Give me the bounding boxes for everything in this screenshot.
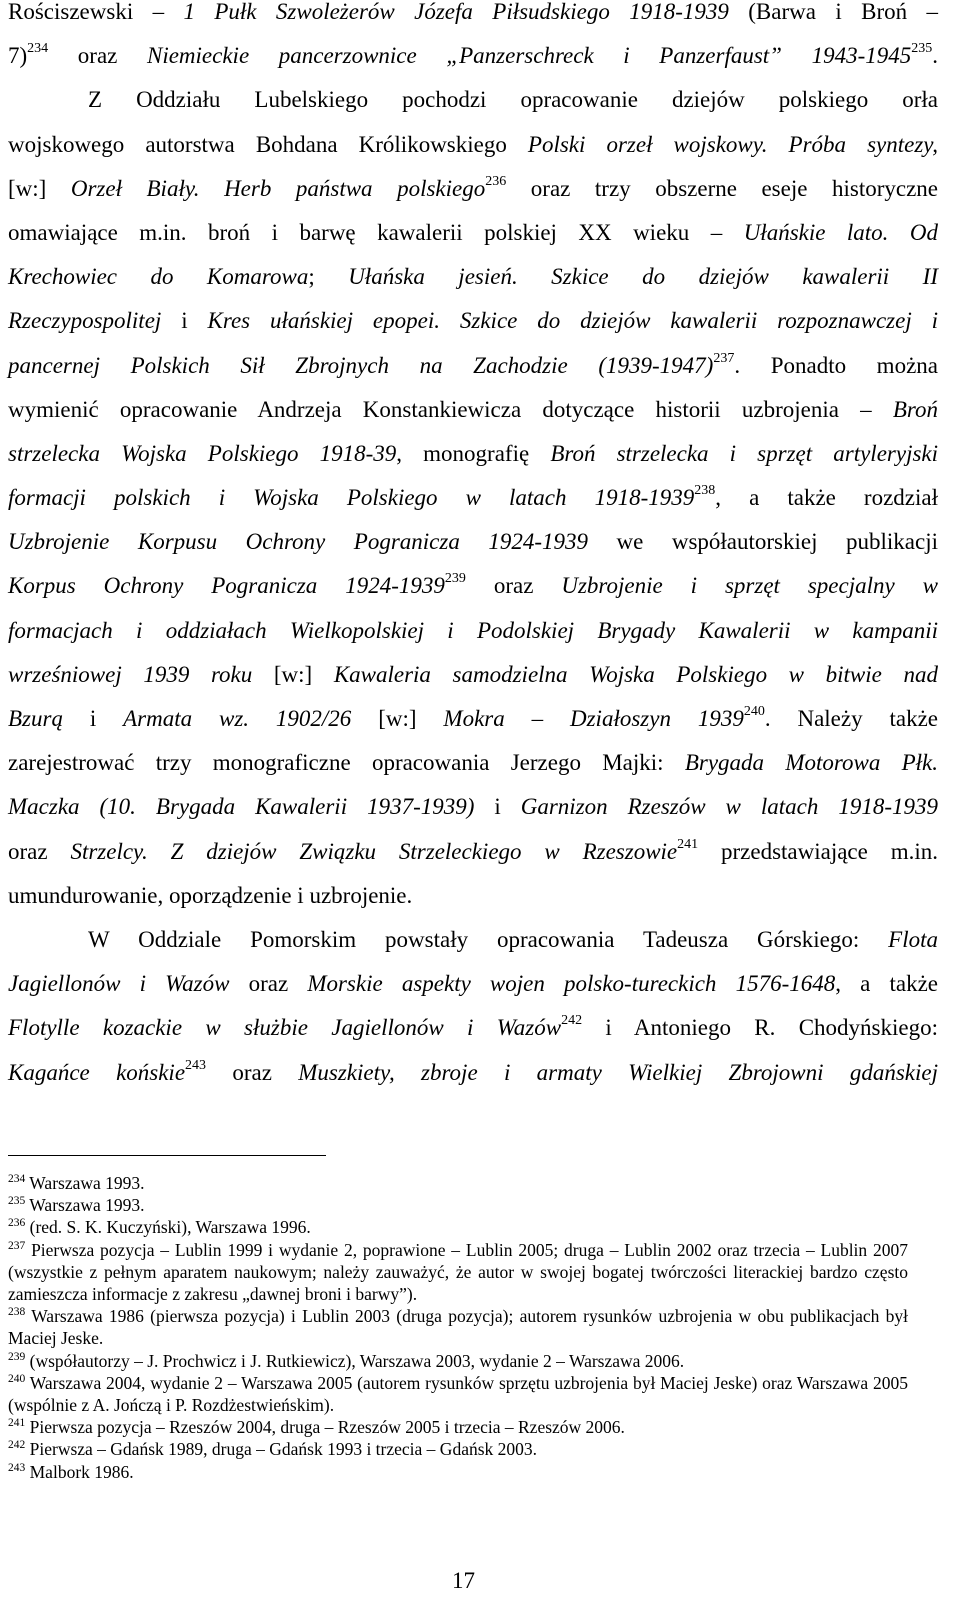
text-run: zarejestrować trzy monograficzne opracowania Jerzego Majki: — [8, 750, 685, 776]
text-line — [8, 830, 938, 874]
footnote-reference: 238 — [694, 483, 716, 499]
text-line — [8, 1006, 938, 1050]
text-run: omawiające m.in. broń i barwę kawalerii polskiej XX wieku – — [8, 219, 744, 245]
text-line — [8, 34, 938, 78]
text-run: oraz — [48, 43, 147, 69]
text-line — [8, 123, 938, 167]
italic-text: Ułańska jesień. Szkice do dziejów kawalerii II — [348, 264, 938, 290]
italic-text: Jagiellonów i Wazów — [8, 971, 230, 997]
footnote-reference: 236 — [8, 1217, 26, 1230]
italic-text: Bzurą — [8, 706, 63, 731]
footnote-reference: 239 — [444, 571, 466, 587]
footnote-reference: 239 — [8, 1350, 26, 1363]
text-line — [8, 918, 938, 962]
footnotes — [8, 1172, 908, 1483]
italic-text: 1 Pułk Szwoleżerów Józefa Piłsudskiego 1918-1939 — [183, 0, 729, 24]
italic-text: Krechowiec do Komarowa — [8, 264, 309, 290]
text-run: (red. S. K. Kuczyński), Warszawa 1996. — [25, 1217, 311, 1238]
italic-text: Flota — [888, 926, 938, 952]
text-run: [w:] — [351, 706, 444, 731]
italic-text: wrześniowej 1939 roku — [8, 661, 253, 687]
footnote — [8, 1416, 908, 1438]
footnote-reference: 234 — [27, 41, 49, 57]
text-line — [8, 741, 938, 785]
footnote-separator — [8, 1155, 326, 1156]
italic-text: Broń strzelecka i sprzęt artyleryjski — [550, 440, 939, 466]
italic-text: Kawaleria samodzielna Wojska Polskiego w bitwie nad — [333, 661, 938, 687]
footnote — [8, 1172, 908, 1194]
footnote-reference: 242 — [561, 1013, 583, 1029]
text-line — [8, 344, 938, 388]
footnote-reference: 238 — [8, 1306, 26, 1319]
text-run: Pierwsza pozycja – Rzeszów 2004, druga – Rzeszów 2005 i trzecia – Rzeszów 2006. — [25, 1417, 625, 1438]
footnote-reference: 235 — [8, 1195, 26, 1208]
text-run: Pierwsza – Gdańsk 1989, druga – Gdańsk 1993 i trzecia – Gdańsk 2003. — [25, 1439, 538, 1460]
text-line — [8, 520, 938, 564]
text-run: 7) — [8, 43, 28, 69]
footnote — [8, 1350, 908, 1372]
italic-text: formacjach i oddziałach Wielkopolskiej i Podolskiej Brygady Kawalerii w kampanii — [8, 617, 938, 643]
italic-text: Kagańce końskie — [8, 1059, 186, 1085]
text-run: oraz trzy obszerne eseje historyczne — [506, 175, 938, 201]
footnote-reference: 237 — [713, 350, 735, 366]
text-run: [w:] — [8, 175, 71, 201]
footnote-reference: 240 — [8, 1372, 26, 1385]
italic-text: Maczka (10. Brygada Kawalerii 1937-1939) — [8, 794, 475, 820]
page-number: 17 — [452, 1568, 475, 1593]
text-run: Z Oddziału Lubelskiego pochodzi opracowanie dziejów polskiego orła — [88, 87, 938, 113]
text-run: (Barwa i Broń – — [728, 0, 938, 24]
text-line — [8, 476, 938, 520]
text-line — [8, 653, 938, 697]
footnote-reference: 243 — [8, 1461, 26, 1474]
text-line — [8, 0, 938, 34]
text-line — [8, 962, 938, 1006]
footnote-reference: 240 — [743, 704, 765, 719]
footnote-reference: 236 — [485, 173, 507, 189]
text-line — [8, 697, 938, 741]
text-line — [8, 1051, 938, 1095]
text-line — [8, 211, 938, 255]
text-line — [8, 388, 938, 432]
italic-text: Muszkiety, zbroje i armaty Wielkiej Zbrojowni gdańskiej — [298, 1059, 938, 1085]
text-line — [8, 874, 938, 918]
footnote-reference: 243 — [185, 1057, 207, 1073]
footnote-reference: 237 — [8, 1239, 26, 1252]
italic-text: Uzbrojenie Korpusu Ochrony Pogranicza 1924-1939 — [8, 529, 588, 555]
italic-text: Flotylle kozackie w służbie Jagiellonów i Wazów — [8, 1015, 562, 1041]
text-run: i — [161, 308, 208, 334]
text-run: Warszawa 1993. — [25, 1173, 145, 1193]
footnote — [8, 1194, 908, 1216]
footnote — [8, 1461, 908, 1483]
text-run: , a także rozdział — [715, 485, 938, 511]
footnote — [8, 1216, 908, 1238]
italic-text: Broń — [892, 396, 938, 422]
text-line — [8, 564, 938, 608]
italic-text: Armata wz. 1902/26 — [123, 706, 352, 731]
text-run: umundurowanie, oporządzenie i uzbrojenie. — [8, 882, 413, 908]
italic-text: Strzelcy. Z dziejów Związku Strzeleckiego w Rzeszowie — [70, 838, 678, 864]
italic-text: Garnizon Rzeszów w latach 1918-1939 — [520, 794, 939, 820]
footnote — [8, 1372, 908, 1416]
text-run: we współautorskiej publikacji — [588, 529, 938, 555]
italic-text: Brygada Motorowa Płk. — [684, 750, 938, 776]
footnote-reference: 235 — [911, 41, 933, 57]
footnote — [8, 1305, 908, 1349]
text-run: ; — [308, 264, 349, 290]
italic-text: Rzeczypospolitej — [8, 308, 162, 334]
italic-text: Ułańskie lato. Od — [743, 219, 938, 245]
text-run: (współautorzy – J. Prochwicz i J. Rutkiewicz), Warszawa 2003, wydanie 2 – Warszawa 2006. — [25, 1350, 685, 1371]
text-line — [8, 432, 938, 476]
italic-text: strzelecka Wojska Polskiego 1918-39 — [8, 440, 397, 466]
text-run: oraz — [229, 971, 308, 997]
italic-text: Kres ułańskiej epopei. Szkice do dziejów kawalerii rozpoznawczej i — [207, 308, 939, 334]
italic-text: pancernej Polskich Sił Zbrojnych na Zachodzie (1939-1947) — [8, 352, 714, 378]
text-run: Warszawa 2004, wydanie 2 – Warszawa 2005 (autorem rysunków sprzętu uzbrojenia był Maciej Jeske) oraz Warszawa 2005 (wspólnie z A. Jończą i P. Rozdżestwieńskim). — [8, 1372, 908, 1416]
text-run: wojskowego autorstwa Bohdana Królikowskiego — [8, 131, 528, 157]
italic-text: Niemieckie pancerzownice „Panzerschreck i Panzerfaust” 1943-1945 — [146, 43, 912, 69]
text-run: W Oddziale Pomorskim powstały opracowania Tadeusza Górskiego: — [88, 926, 889, 952]
text-line — [8, 78, 938, 122]
text-run: i — [474, 794, 521, 820]
document-page — [8, 0, 938, 1095]
text-line — [8, 255, 938, 299]
text-run: i — [62, 706, 124, 731]
italic-text: Mokra – Działoszyn 1939 — [443, 706, 744, 731]
text-run: wymienić opracowanie Andrzeja Konstankiewicza dotyczące historii uzbrojenia – — [8, 396, 893, 422]
footnote-reference: 241 — [677, 836, 699, 852]
text-run: i Antoniego R. Chodyńskiego: — [582, 1015, 938, 1041]
footnote-reference: 242 — [8, 1439, 26, 1452]
text-line — [8, 609, 938, 653]
text-run: Pierwsza pozycja – Lublin 1999 i wydanie 2, poprawione – Lublin 2005; druga – Lublin 2002 oraz trzecia – Lublin 2007 (wszystkie z pełnym aparatem naukowym; należy zauważyć, że autor w swojej bogatej twórczości literackiej bardzo często zamieszcza informacje z zakresu „dawnej broni i barwy”). — [8, 1239, 908, 1305]
text-run: Rościszewski – — [8, 0, 184, 24]
text-run: , monografię — [396, 440, 551, 466]
text-run: . — [932, 43, 938, 69]
footnote-reference: 234 — [8, 1173, 26, 1185]
body-text — [8, 0, 938, 1095]
text-run: Warszawa 1986 (pierwsza pozycja) i Lublin 2003 (druga pozycja); autorem rysunków uzbrojenia w obu publikacjach był Maciej Jeske. — [8, 1306, 908, 1349]
text-run: oraz — [8, 838, 71, 864]
text-run: , a także — [835, 971, 938, 997]
text-run: . Ponadto można — [734, 352, 938, 378]
text-run: przedstawiające m.in. — [698, 838, 938, 864]
text-line — [8, 785, 938, 829]
italic-text: Uzbrojenie i sprzęt specjalny w — [561, 573, 938, 599]
footnote — [8, 1239, 908, 1306]
footnote — [8, 1438, 908, 1460]
text-run: oraz — [465, 573, 562, 599]
text-line — [8, 167, 938, 211]
text-run: . Należy także — [764, 706, 938, 731]
italic-text: Orzeł Biały. Herb państwa polskiego — [70, 175, 486, 201]
text-run: Malbork 1986. — [25, 1461, 134, 1482]
italic-text: formacji polskich i Wojska Polskiego w latach 1918-1939 — [8, 485, 695, 511]
italic-text: Korpus Ochrony Pogranicza 1924-1939 — [8, 573, 445, 599]
italic-text: Polski orzeł wojskowy. Próba syntezy, — [527, 131, 938, 157]
text-run: [w:] — [252, 661, 334, 687]
text-run: Warszawa 1993. — [25, 1195, 145, 1216]
italic-text: Morskie aspekty wojen polsko-tureckich 1576-1648 — [307, 971, 836, 997]
footnote-reference: 241 — [8, 1417, 26, 1430]
text-line — [8, 299, 938, 343]
text-run: oraz — [206, 1059, 299, 1085]
